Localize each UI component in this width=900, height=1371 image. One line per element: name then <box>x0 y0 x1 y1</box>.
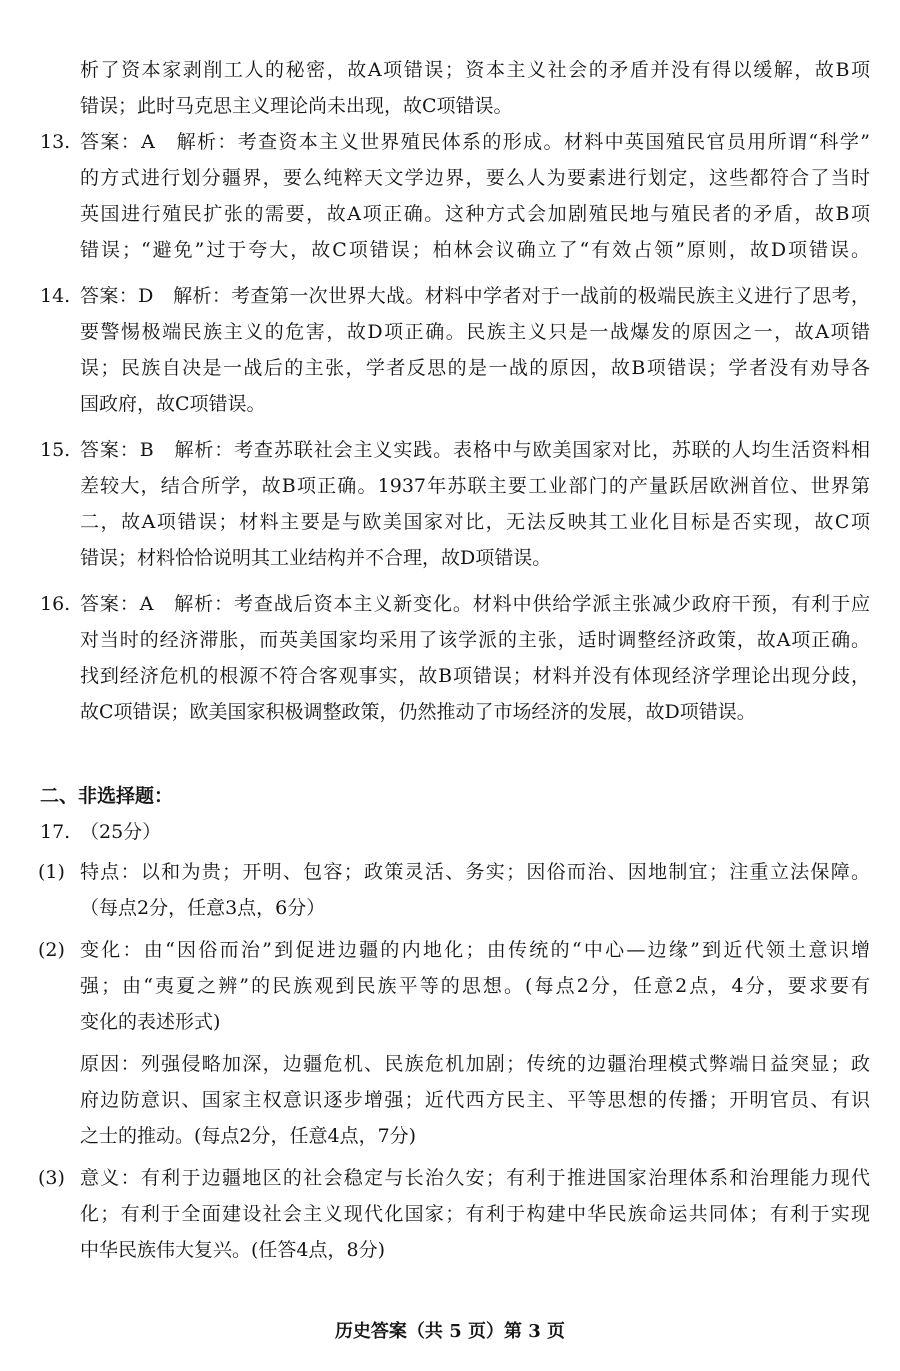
item-number: 16. <box>40 593 71 615</box>
text-line: 国政府，故C项错误。 <box>80 393 266 415</box>
text-line: 变化的表述形式) <box>80 1011 221 1033</box>
item-number: 14. <box>40 285 71 307</box>
text-line: 化；有利于全面建设社会主义现代化国家；有利于构建中华民族命运共同体；有利于实现 <box>80 1203 870 1225</box>
text-line: 误；民族自决是一战后的主张，学者反思的是一战的原因，故B项错误；学者没有劝导各 <box>80 357 870 379</box>
text-line: 错误；材料恰恰说明其工业结构并不合理，故D项错误。 <box>80 547 552 569</box>
text-line: 中华民族伟大复兴。(任答4点，8分) <box>80 1239 386 1261</box>
text-line: 意义：有利于边疆地区的社会稳定与长治久安；有利于推进国家治理体系和治理能力现代 <box>80 1167 870 1189</box>
page-footer: 历史答案（共 5 页）第 3 页 <box>334 1321 566 1342</box>
text-line: 二，故A项错误；材料主要是与欧美国家对比，无法反映其工业化目标是否实现，故C项 <box>80 511 870 533</box>
question-number: 17. <box>40 821 71 843</box>
text-line: 答案：A 解析：考查战后资本主义新变化。材料中供给学派主张减少政府干预，有利于应 <box>80 593 870 615</box>
part-label: (3) <box>38 1167 65 1189</box>
text-line: 要警惕极端民族主义的危害，故D项正确。民族主义只是一战爆发的原因之一，故A项错 <box>80 321 870 343</box>
text-line: 原因：列强侵略加深，边疆危机、民族危机加剧；传统的边疆治理模式弊端日益突显；政 <box>80 1053 870 1075</box>
section-heading: 二、非选择题： <box>40 785 174 807</box>
text-line: 英国进行殖民扩张的需要，故A项正确。这种方式会加剧殖民地与殖民者的矛盾，故B项 <box>80 203 870 225</box>
text-line: 错误；此时马克思主义理论尚未出现，故C项错误。 <box>80 95 513 117</box>
text-line: 变化：由“因俗而治”到促进边疆的内地化；由传统的“中心—边缘”到近代领土意识增 <box>80 939 870 961</box>
text-line: （每点2分，任意3点，6分） <box>80 897 326 919</box>
text-line: 特点：以和为贵；开明、包容；政策灵活、务实；因俗而治、因地制宜；注重立法保障。 <box>80 861 870 883</box>
text-line: 答案：B 解析：考查苏联社会主义实践。表格中与欧美国家对比，苏联的人均生活资料相 <box>80 439 870 461</box>
text-line: 的方式进行划分疆界，要么纯粹天文学边界，要么人为要素进行划定，这些都符合了当时 <box>80 167 870 189</box>
text-line: 府边防意识、国家主权意识逐步增强；近代西方民主、平等思想的传播；开明官员、有识 <box>80 1089 870 1111</box>
text-line: 错误；“避免”过于夸大，故C项错误；柏林会议确立了“有效占领”原则，故D项错误。 <box>80 239 870 261</box>
part-label: (1) <box>38 861 65 883</box>
text-line: 之士的推动。(每点2分，任意4点，7分) <box>80 1125 417 1147</box>
text-line: 答案：D 解析：考查第一次世界大战。材料中学者对于一战前的极端民族主义进行了思考， <box>80 285 870 307</box>
part-label: (2) <box>38 939 65 961</box>
item-number: 15. <box>40 439 71 461</box>
text-line: 找到经济危机的根源不符合客观事实，故B项错误；材料并没有体现经济学理论出现分歧， <box>80 665 870 687</box>
text-line: 答案：A 解析：考查资本主义世界殖民体系的形成。材料中英国殖民官员用所谓“科学” <box>80 131 870 153</box>
text-line: 对当时的经济滞胀，而英美国家均采用了该学派的主张，适时调整经济政策，故A项正确。 <box>80 629 870 651</box>
text-line: 强；由“夷夏之辨”的民族观到民族平等的思想。(每点2分，任意2点，4分，要求要有 <box>80 975 870 997</box>
text-line: 故C项错误；欧美国家积极调整政策，仍然推动了市场经济的发展，故D项错误。 <box>80 701 756 723</box>
text-line: 差较大，结合所学，故B项正确。1937年苏联主要工业部门的产量跃居欧洲首位、世界第 <box>80 475 870 497</box>
text-line: 析了资本家剥削工人的秘密，故A项错误；资本主义社会的矛盾并没有得以缓解，故B项 <box>80 59 870 81</box>
question-score: （25分） <box>80 821 162 843</box>
item-number: 13. <box>40 131 71 153</box>
